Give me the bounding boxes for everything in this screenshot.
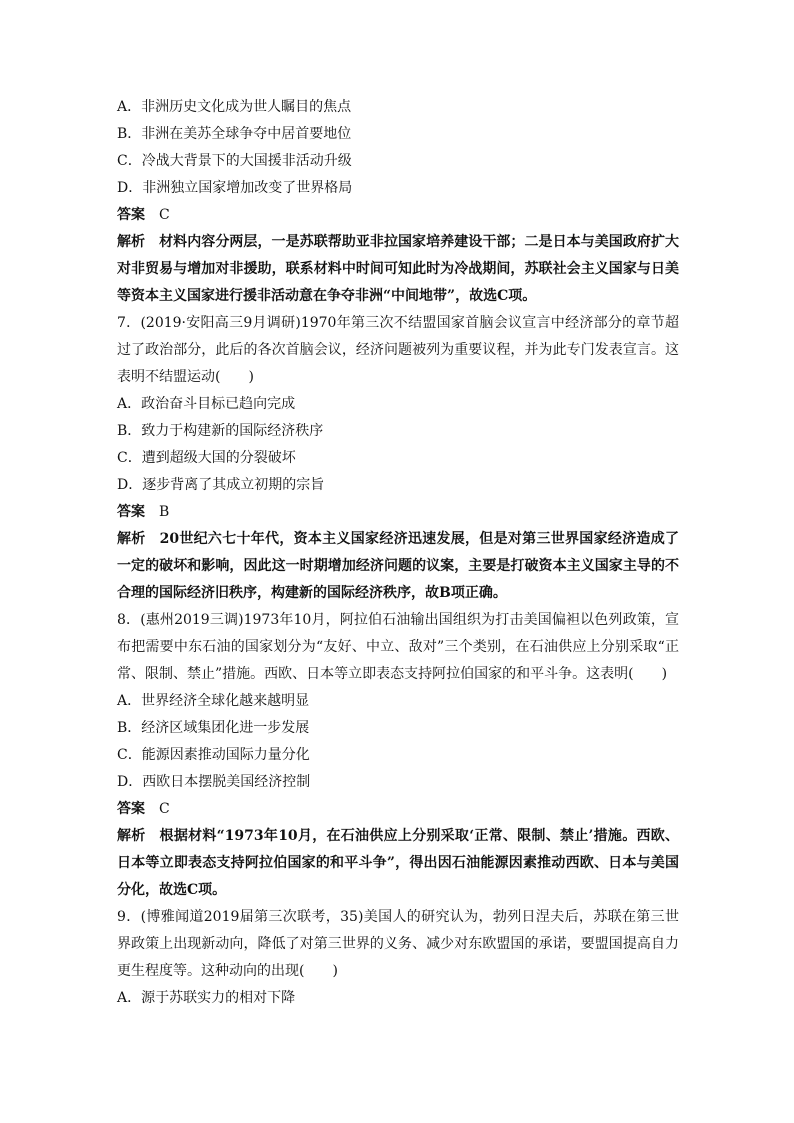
q7-option-c: C．遭到超级大国的分裂破坏 (117, 450, 296, 466)
q6-answer-label: 答案 (117, 207, 145, 223)
q7-option-a: A．政治奋斗目标已趋向完成 (117, 396, 296, 412)
q6-analysis (117, 229, 679, 310)
q7-answer-value: B (159, 504, 170, 520)
q8-analysis (117, 823, 679, 904)
q8-answer-value: C (159, 801, 170, 817)
q8-option-b: B．经济区域集团化进一步发展 (117, 720, 310, 736)
q7-analysis-label: 解析 (117, 531, 146, 547)
q7-analysis (117, 526, 679, 607)
document-content (117, 94, 679, 1012)
q7-option-d: D．逐步背离了其成立初期的宗旨 (117, 477, 325, 493)
q8-analysis-label: 解析 (117, 828, 146, 844)
q7-option-b: B．致力于构建新的国际经济秩序 (117, 423, 324, 439)
q9-stem: 9．(博雅闻道2019届第三次联考，35)美国人的研究认为，勃列日涅夫后，苏联在第三世界政策上出现新动向，降低了对第三世界的义务、减少对东欧盟国的承诺，要盟国提高自力更生程度等。这种动向的出现( ) (117, 909, 679, 979)
q8-option-d: D．西欧日本摆脱美国经济控制 (117, 774, 311, 790)
q7-stem: 7．(2019·安阳高三9月调研)1970年第三次不结盟国家首脑会议宣言中经济部分的章节超过了政治部分，此后的各次首脑会议，经济问题被列为重要议程，并为此专门发表宣言。这表明不结盟运动( ) (117, 315, 679, 385)
q7-analysis-text: 20世纪六七十年代，资本主义国家经济迅速发展，但是对第三世界国家经济造成了一定的破坏和影响，因此这一时期增加经济问题的议案，主要是打破资本主义国家主导的不合理的国际经济旧秩序，构建新的国际经济秩序，故B项正确。 (117, 531, 680, 601)
q8-option-c: C．能源因素推动国际力量分化 (117, 747, 310, 763)
q7-answer-label: 答案 (117, 504, 145, 520)
q8-answer-label: 答案 (117, 801, 145, 817)
q6-answer-value: C (159, 207, 170, 223)
q8-analysis-text: 根据材料“1973年10月，在石油供应上分别采取‘正常、限制、禁止’措施。西欧、日本等立即表态支持阿拉伯国家的和平斗争”，得出因石油能源因素推动西欧、日本与美国分化，故选C项。 (117, 828, 680, 898)
q8-stem: 8．(惠州2019三调)1973年10月，阿拉伯石油输出国组织为打击美国偏袒以色列政策，宣布把需要中东石油的国家划分为“友好、中立、敌对”三个类别，在石油供应上分别采取“正常、限制、禁止”措施。西欧、日本等立即表态支持阿拉伯国家的和平斗争。这表明( ) (117, 612, 679, 682)
q6-option-b: B．非洲在美苏全球争夺中居首要地位 (117, 126, 352, 142)
q8-option-a: A．世界经济全球化越来越明显 (117, 693, 310, 709)
q6-option-d: D．非洲独立国家增加改变了世界格局 (117, 180, 353, 196)
q6-option-c: C．冷战大背景下的大国援非活动升级 (117, 153, 352, 169)
q6-analysis-text: 材料内容分两层，一是苏联帮助亚非拉国家培养建设干部；二是日本与美国政府扩大对非贸易与增加对非援助，联系材料中时间可知此时为冷战期间，苏联社会主义国家与日美等资本主义国家进行援非活动意在争夺非洲“中间地带”，故选C项。 (117, 234, 680, 304)
q6-option-a: A．非洲历史文化成为世人瞩目的焦点 (117, 99, 352, 115)
q6-analysis-label: 解析 (117, 234, 146, 250)
q9-option-a: A．源于苏联实力的相对下降 (117, 990, 296, 1006)
q8-answer (117, 796, 679, 823)
q6-answer (117, 202, 679, 229)
q7-answer (117, 499, 679, 526)
